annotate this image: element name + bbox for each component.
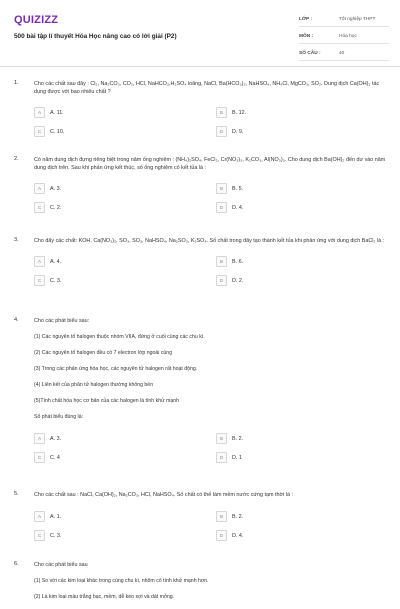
answer-option-c[interactable] <box>34 275 61 286</box>
answer-text: B. 2. <box>232 513 244 520</box>
quizizz-logo: QUIZIZZ <box>14 14 59 26</box>
answer-text: C. 4 <box>50 454 60 461</box>
answer-text: B. 12. <box>232 109 247 116</box>
answer-text: D. 4. <box>232 204 244 211</box>
question-number: 4. <box>14 317 19 323</box>
answer-letter-box: B <box>216 433 227 444</box>
answer-option-d[interactable] <box>216 275 243 286</box>
answer-text: D. 9. <box>232 128 244 135</box>
answer-text: A. 1. <box>50 513 62 520</box>
answer-letter-box: D <box>216 452 227 463</box>
answer-option-d[interactable] <box>216 202 243 213</box>
question-text: Cho dãy các chất: KOH, Ca(NO₃)₂, SO₃, SO₃, NaHSO₄, Na₂SO₃, K₂SO₄. Số chất trong dãy tạo thành kết tủa khi phản ứng với dung dịch BaCl₂ là : <box>34 238 385 244</box>
question-5 <box>14 491 386 539</box>
statement-prompt: Số phát biểu đúng là: <box>34 414 84 420</box>
question-4 <box>14 317 386 461</box>
answer-text: C. 10. <box>50 128 65 135</box>
answer-option-c[interactable] <box>34 126 64 137</box>
meta-label: MÔN : <box>299 34 314 39</box>
meta-row-grade <box>299 13 389 27</box>
answer-letter-box: D <box>216 202 227 213</box>
answer-option-a[interactable] <box>34 107 64 118</box>
answer-option-b[interactable] <box>216 256 243 267</box>
question-text: Có năm dung dịch đựng riêng biệt trong năm ống nghiệm : (NH₄)₂SO₄, FeCl₂, Cr(NO₃)₃, K₂CO₃, Al(NO₃)₃. Cho dung dịch Ba(OH)₂ đến dư vào năm dung dịch trên. Sau khi phản ứng kết thúc, số ống nghiệm có kết tủa là : <box>34 157 386 172</box>
answer-option-c[interactable] <box>34 530 61 541</box>
answer-text: C. 3. <box>50 532 62 539</box>
statement-2: (2) Là kim loại màu trắng bạc, mềm, dễ kéo sợi và dát mỏng. <box>34 594 175 600</box>
answer-text: B. 2. <box>232 435 244 442</box>
worksheet-meta <box>299 13 389 64</box>
answer-text: D. 4. <box>232 532 244 539</box>
answer-text: C. 2. <box>50 204 62 211</box>
answer-letter-box: C <box>34 452 45 463</box>
answer-letter-box: A <box>34 256 45 267</box>
question-3 <box>14 237 386 284</box>
answer-letter-box: A <box>34 183 45 194</box>
answer-option-d[interactable] <box>216 452 242 463</box>
answer-letter-box: D <box>216 126 227 137</box>
question-number: 5. <box>14 491 19 497</box>
question-6 <box>14 561 386 609</box>
question-text: Cho các phát biểu sau: <box>34 318 90 324</box>
answer-text: C. 3. <box>50 277 62 284</box>
answer-letter-box: D <box>216 275 227 286</box>
answer-letter-box: B <box>216 256 227 267</box>
answer-letter-box: C <box>34 126 45 137</box>
statement-5: (5)Tính chất hóa học cơ bản của các halogen là tính khử mạnh <box>34 398 180 404</box>
answer-letter-box: B <box>216 107 227 118</box>
answer-letter-box: C <box>34 202 45 213</box>
answer-text: D. 1 <box>232 454 242 461</box>
statement-1: (1) So với các kim loại khác trong cùng chu kì, nhôm có tính khử mạnh hơn. <box>34 578 209 584</box>
answer-text: D. 2. <box>232 277 244 284</box>
answer-letter-box: A <box>34 107 45 118</box>
answer-option-b[interactable] <box>216 107 246 118</box>
question-text: Cho các phát biểu sau <box>34 562 88 568</box>
question-number: 2. <box>14 156 19 162</box>
question-number: 3. <box>14 237 19 243</box>
answer-text: A. 3. <box>50 435 62 442</box>
answer-option-a[interactable] <box>34 256 61 267</box>
answer-option-a[interactable] <box>34 183 61 194</box>
meta-row-question-count <box>299 47 389 61</box>
answer-option-c[interactable] <box>34 452 60 463</box>
answer-letter-box: B <box>216 183 227 194</box>
answer-text: A. 3. <box>50 185 62 192</box>
answer-letter-box: B <box>216 511 227 522</box>
worksheet-title: 500 bài tập lí thuyết Hóa Học nâng cao có lời giải (P2) <box>14 33 177 40</box>
answer-text: B. 5. <box>232 185 244 192</box>
answer-option-b[interactable] <box>216 433 243 444</box>
question-text: Cho các chất sau : NaCl, Ca(OH)₂, Na₂CO₃, HCl, NaHSO₄. Số chất có thể làm mềm nước cứng tạm thời là : <box>34 492 293 498</box>
statement-2: (2) Các nguyên tố halogen đều có 7 electron lớp ngoài cùng <box>34 350 173 356</box>
answer-text: B. 6. <box>232 258 244 265</box>
answer-option-d[interactable] <box>216 530 243 541</box>
answer-text: A. 4. <box>50 258 62 265</box>
answer-letter-box: C <box>34 275 45 286</box>
answer-letter-box: A <box>34 433 45 444</box>
question-number: 6. <box>14 561 19 567</box>
answer-option-a[interactable] <box>34 433 61 444</box>
answer-option-b[interactable] <box>216 511 243 522</box>
answer-option-a[interactable] <box>34 511 61 522</box>
statement-1: (1) Các nguyên tố halogen thuộc nhóm VIIA, đứng ở cuối cùng các chu kì. <box>34 334 205 340</box>
answer-option-d[interactable] <box>216 126 243 137</box>
answer-letter-box: D <box>216 530 227 541</box>
meta-label: LỚP : <box>299 17 313 22</box>
question-text: Cho các chất sau đây : Cl₂, Na₂CO₃, CO₂, HCl, NaHCO₃,H₂SO₄ loãng, NaCl, Ba(HCO₃)₂, NaHSO₄, NH₄Cl, MgCO₃, SO₂. Dung dịch Ca(OH)₂ tác dụng được với bao nhiêu chất ? <box>34 81 380 96</box>
meta-label: SỐ CÂU : <box>299 51 321 56</box>
answer-option-c[interactable] <box>34 202 61 213</box>
meta-value: Tốt nghiệp THPT <box>339 17 376 22</box>
question-number: 1. <box>14 80 19 86</box>
answer-text: A. 11. <box>50 109 64 116</box>
answer-option-b[interactable] <box>216 183 243 194</box>
statement-3: (3) Trong các phản ứng hóa học, các nguyên tử halogen rất hoạt động. <box>34 366 198 372</box>
answer-letter-box: A <box>34 511 45 522</box>
question-2 <box>14 156 386 211</box>
question-1 <box>14 80 386 135</box>
worksheet-header <box>0 0 400 67</box>
meta-value: 40 <box>339 51 345 56</box>
meta-value: Hóa học <box>339 34 357 39</box>
answer-letter-box: C <box>34 530 45 541</box>
meta-row-subject <box>299 30 389 44</box>
statement-4: (4) Liên kết của phân tử halogen thường không bền <box>34 382 154 388</box>
